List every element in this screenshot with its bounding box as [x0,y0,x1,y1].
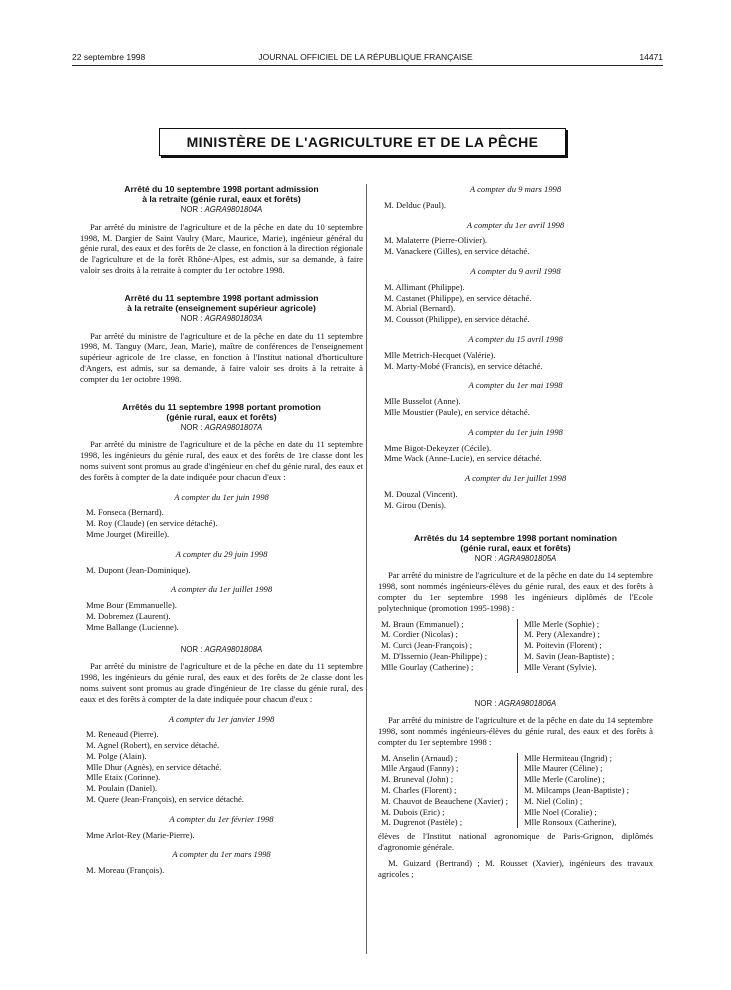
list-item: M. Poitevin (Florent) ; [524,640,602,651]
name-table-column-right [518,619,614,673]
list-item: Mme Jourget (Mireille). [86,528,170,539]
list-item: Mlle Dhur (Agnès), en service détaché. [86,761,222,772]
list-item: M. Cordier (Nicolas) ; [381,629,458,640]
header-date: 22 septembre 1998 [72,52,146,62]
nor-code: AGRA9801805A [498,553,557,563]
name-list [384,200,653,211]
effective-date: A compter du 15 avril 1998 [468,333,563,344]
list-item: M. Anselin (Arnaud) ; [381,752,458,763]
list-item: Mlle Etaix (Corinne). [86,772,161,783]
list-item: M. Curci (Jean-François) ; [381,640,473,651]
left-column [80,184,363,876]
list-item: Mlle Hermiteau (Ingrid) ; [524,752,613,763]
list-item: M. Malaterre (Pierre-Olivier). [384,235,488,246]
nor-code: AGRA9801803A [204,313,263,323]
list-item: Mlle Metrich-Hecquet (Valérie). [384,349,496,360]
nor-label: NOR : [180,644,203,654]
name-table [378,619,653,673]
name-table-column-left [378,753,518,829]
nor-code: AGRA9801806A [498,698,557,708]
name-list [384,489,653,511]
column-divider [366,184,367,954]
article-title-line: (génie rural, eaux et forêts) [460,542,571,553]
ministry-title: MINISTÈRE DE L'AGRICULTURE ET DE LA PÊCHE [186,134,539,150]
list-item: M. Savin (Jean-Baptiste) ; [524,650,615,661]
list-item: M. Girou (Denis). [384,499,447,510]
list-item: Mlle Merle (Caroline) ; [524,774,605,785]
list-item: M. Abrial (Bernard). [384,303,456,314]
list-item: M. Agnel (Robert), en service détaché. [86,740,220,751]
list-item: Mme Bour (Emmanuelle). [86,600,177,611]
name-list [86,830,363,841]
article-retraite-genie-rural [80,184,363,276]
name-table-column-left [378,619,518,673]
nor-reference [80,645,363,656]
article-text: Par arrêté du ministre de l'agriculture et de la pêche en date du 11 septembre 1998, M. Tanguy (Marc, Jean, Marie), maître de conférences de l'enseignement supérieur agricole de 1re classe, en fonction à l'Institut national d'horticulture d'Angers, est admis, sur sa demande, à faire valoir ses droits à la retraite à compter du 1er octobre 1998. [80,330,363,384]
right-column [378,184,653,879]
nor-code: AGRA9801804A [204,205,263,214]
effective-date: A compter du 1er février 1998 [169,813,274,824]
name-table [378,753,653,829]
name-list [86,507,363,539]
list-item: M. Quere (Jean-François), en service détaché. [86,794,244,805]
list-item: M. Pery (Alexandre) ; [524,629,600,640]
article-title-line: Arrêtés du 11 septembre 1998 portant promotion [122,401,321,412]
article-text: Par arrêté du ministre de l'agriculture et de la pêche en date du 10 septembre 1998, M. Dargier de Saint Vaulry (Marc, Maurice, Marie), ingénieur général du génie rural, des eaux et des forêts de 2e classe, en fonction à la direction régionale de l'agriculture et de la forêt Rhône-Alpes, est admis, sur sa demande, à faire valoir ses droits à la retraite à compter du 1er octobre 1998. [80,221,363,275]
list-item: M. Dupont (Jean-Dominique). [86,564,191,575]
list-item: M. Delduc (Paul). [384,199,447,210]
nor-label: NOR : [180,313,203,323]
effective-date: A compter du 9 mars 1998 [469,184,562,194]
nor-reference [80,423,363,434]
list-item: Mlle Maurer (Céline) ; [524,763,603,774]
list-item: M. Roy (Claude) (en service détaché). [86,518,218,529]
name-list [384,443,653,465]
article-title-line: à la retraite (génie rural, eaux et forêts) [142,194,301,204]
name-list [86,600,363,632]
list-item: Mlle Verant (Sylvie). [524,661,597,672]
header-journal-title: JOURNAL OFFICIEL DE LA RÉPUBLIQUE FRANÇAISE [258,52,473,62]
list-item: M. Vanackere (Gilles), en service détaché. [384,246,530,257]
nor-label: NOR : [180,422,203,432]
list-item: M. Bruneval (John) ; [381,774,454,785]
list-item: M. Reneaud (Pierre). [86,729,159,740]
list-item: M. Chauvot de Beauchene (Xavier) ; [381,795,508,806]
article-title-line: à la retraite (enseignement supérieur agricole) [127,302,316,313]
article-text: Par arrêté du ministre de l'agriculture et de la pêche en date du 11 septembre 1998, les ingénieurs du génie rural, des eaux et des forêts de 2e classe dont les noms suivent sont promus au grade d'ingénieur de 1re classe du génie rural, des eaux et des forêts à compter de la date indiquée pour chacun d'eux : [80,661,363,704]
effective-date: A compter du 29 juin 1998 [175,548,268,559]
list-item: M. Coussot (Philippe), en service détaché. [384,314,530,325]
list-item: Mme Wack (Anne-Lucie), en service détaché. [384,453,542,464]
article-nomination [378,533,653,880]
list-item: Mme Bigot-Dekeyzer (Cécile). [384,442,492,453]
effective-date: A compter du 9 avril 1998 [470,265,561,276]
effective-date: A compter du 1er juillet 1998 [464,473,567,484]
article-text: Par arrêté du ministre de l'agriculture et de la pêche en date du 14 septembre 1998, sont nommés ingénieurs-élèves du génie rural, des eaux et des forêts à compter du 1er septembre 1998 les ingénieurs diplômés de l'Ecole polytechnique (promotion 1995-1998) : [378,570,653,613]
name-table-column-right [518,753,629,829]
article-title-line: (génie rural, eaux et forêts) [166,411,277,422]
article-retraite-enseignement [80,293,363,385]
name-list [384,282,653,325]
list-item: M. Fonseca (Bernard). [86,507,164,518]
header-page-number: 14471 [639,52,663,62]
article-title-line: Arrêté du 10 septembre 1998 portant admission [124,184,319,194]
article-title-line: Arrêté du 11 septembre 1998 portant admission [124,292,319,303]
list-item: M. D'Issernio (Jean-Philippe) ; [381,650,488,661]
header-rule [72,65,663,66]
article-text: Par arrêté du ministre de l'agriculture et de la pêche en date du 11 septembre 1998, les ingénieurs du génie rural, des eaux et des forêts de 1re classe dont les noms suivent sont promus au grade d'ingénieur en chef du génie rural, des eaux et des forêts à compter de la date indiquée pour chacun d'eux : [80,439,363,482]
list-item: M. Polge (Alain). [86,750,147,761]
name-list [86,565,363,576]
list-item: Mlle Busselot (Anne). [384,396,461,407]
nor-reference [378,554,653,565]
name-list [86,865,363,876]
article-promotion [80,402,363,877]
list-item: M. Charles (Florent) ; [381,785,457,796]
list-item: M. Braun (Emmanuel) ; [381,618,464,629]
nor-code: AGRA9801808A [204,644,263,654]
article-text: Par arrêté du ministre de l'agriculture et de la pêche en date du 14 septembre 1998, sont nommés ingénieurs-élèves du génie rural, des eaux et des forêts à compter du 1er septembre 1998 : [378,715,653,747]
name-list [384,396,653,418]
list-item: M. Castanet (Philippe), en service détaché. [384,292,532,303]
list-item: Mlle Merle (Sophie) ; [524,618,600,629]
name-list [384,350,653,372]
article-title-line: Arrêtés du 14 septembre 1998 portant nomination [414,532,617,543]
list-item: M. Dubois (Eric) ; [381,806,445,817]
effective-date: A compter du 1er juin 1998 [174,491,269,502]
nor-label: NOR : [474,698,497,708]
list-item: Mme Ballange (Lucienne). [86,621,179,632]
nor-label: NOR : [180,205,203,214]
effective-date: A compter du 1er janvier 1998 [168,713,275,724]
effective-date: A compter du 1er juin 1998 [468,426,563,437]
list-item: Mlle Ronsoux (Catherine), [524,817,617,828]
name-list [384,235,653,257]
nor-reference [80,314,363,325]
list-item: M. Milcamps (Jean-Baptiste) ; [524,785,630,796]
list-item: M. Dobremez (Laurent). [86,610,171,621]
nor-reference [378,699,653,710]
effective-date: A compter du 1er mai 1998 [468,380,563,391]
list-item: M. Niel (Colin) ; [524,795,583,806]
list-item: M. Allimant (Philippe). [384,281,465,292]
list-item: M. Douzal (Vincent). [384,488,458,499]
list-item: Mlle Gourlay (Catherine) ; [381,661,474,672]
list-item: M. Marty-Mobé (Francis), en service détaché. [384,360,543,371]
nor-reference [80,205,363,216]
list-item: Mlle Argaud (Fanny) ; [381,763,459,774]
ministry-title-box [159,128,566,156]
list-item: M. Dugrenot (Pastèle) ; [381,817,463,828]
nor-code: AGRA9801807A [204,422,263,432]
article-text: M. Guizard (Bertrand) ; M. Rousset (Xavier), ingénieurs des travaux agricoles ; [378,857,653,879]
nor-label: NOR : [474,553,497,563]
effective-date: A compter du 1er juillet 1998 [170,584,273,595]
article-text: élèves de l'Institut national agronomique de Paris-Grignon, diplômés d'agronomie générale. [378,831,653,853]
list-item: Mlle Moustier (Paule), en service détaché. [384,406,530,417]
list-item: Mme Arlot-Rey (Marie-Pierre). [86,829,195,840]
list-item: M. Moreau (François). [86,865,165,876]
effective-date: A compter du 1er avril 1998 [466,219,565,230]
list-item: Mlle Noel (Coralie) ; [524,806,597,817]
list-item: M. Poulain (Daniel). [86,783,158,794]
effective-date: A compter du 1er mars 1998 [172,849,271,860]
name-list [86,729,363,805]
